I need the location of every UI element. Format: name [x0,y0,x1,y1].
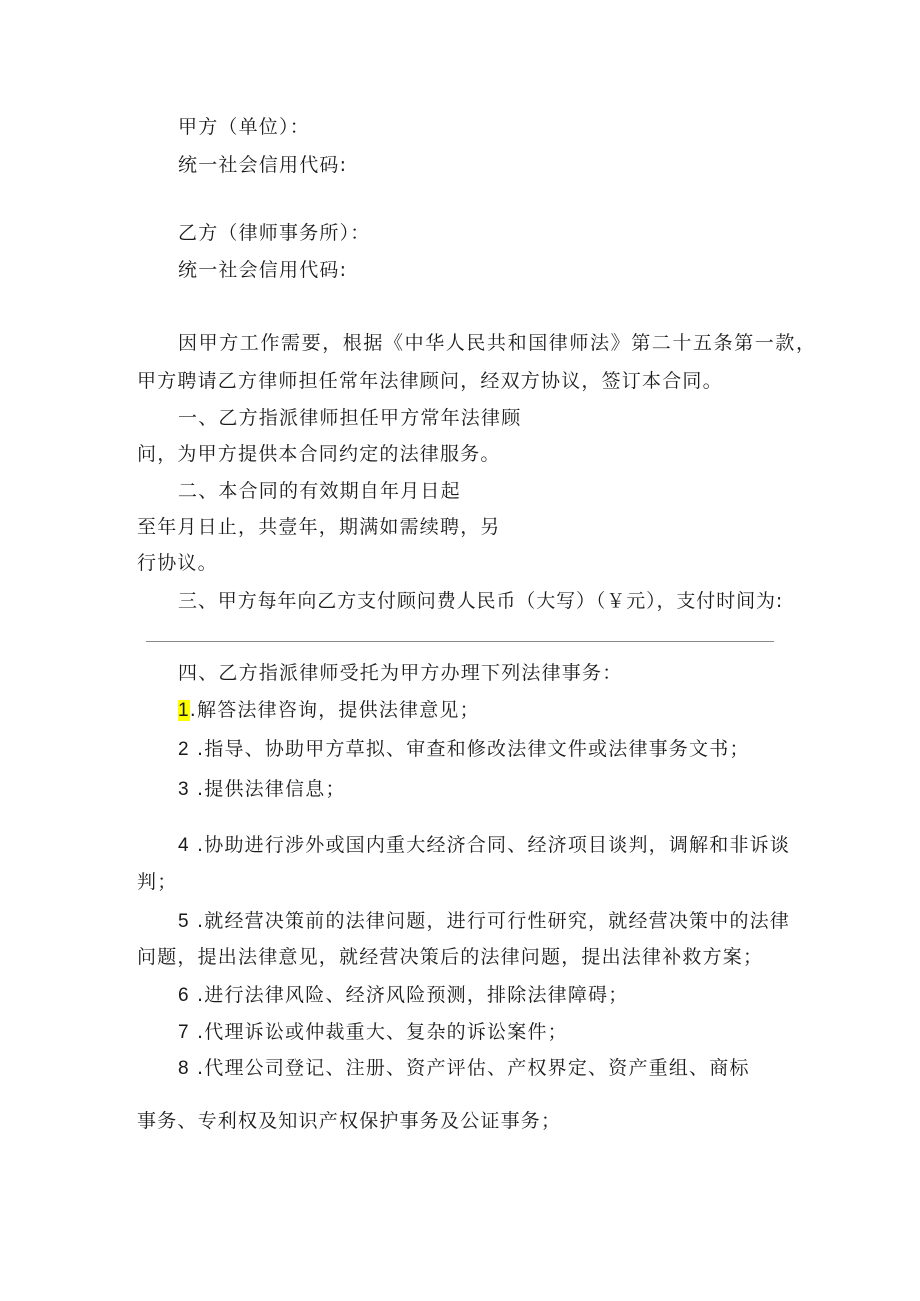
party-b-credit-code-label: 统一社会信用代码: [178,259,348,281]
item-number: 2 [178,739,190,760]
list-item [178,736,750,763]
intro-line-1: 因甲方工作需要，根据《中华人民共和国律师法》第二十五条第一款， [178,332,817,354]
list-item-continuation: 判； [137,871,178,893]
clause-1-line-1: 一、乙方指派律师担任甲方常年法律顾 [178,407,522,429]
clause-4-heading: 四、乙方指派律师受托为甲方办理下列法律事务： [178,662,623,684]
list-item [178,908,790,935]
item-text: .代理公司登记、注册、资产评估、产权界定、资产重组、商标 [189,1057,750,1079]
item-number: 3 [178,779,190,800]
item-text: .进行法律风险、经济风险预测，排除法律障碍； [189,984,629,1006]
list-item-continuation: 事务、专利权及知识产权保护事务及公证事务； [137,1110,562,1132]
list-item [178,982,628,1009]
clause-2-line-3: 行协议。 [137,552,218,574]
item-text: .协助进行涉外或国内重大经济合同、经济项目谈判，调解和非诉谈 [189,834,791,856]
item-number: 7 [178,1022,190,1043]
item-number: 4 [178,835,190,856]
item-text: .指导、协助甲方草拟、审查和修改法律文件或法律事务文书； [189,738,750,760]
item-text: .代理诉讼或仲裁重大、复杂的诉讼案件； [189,1021,568,1043]
payment-time-blank-line [146,641,774,642]
item-number-highlighted: 1 [178,700,190,721]
list-item [178,1055,750,1082]
item-text: .解答法律咨询，提供法律意见； [189,699,480,721]
clause-1-line-2: 问，为甲方提供本合同约定的法律服务。 [137,443,501,465]
intro-line-2: 甲方聘请乙方律师担任常年法律顾问，经双方协议，签订本合同。 [137,370,723,392]
clause-3-text: 三、甲方每年向乙方支付顾问费人民币（大写）（￥元），支付时间为: [178,590,784,612]
item-text: .就经营决策前的法律问题，进行可行性研究，就经营决策中的法律 [189,910,791,932]
item-text: .提供法律信息； [189,778,346,800]
list-item [178,832,790,859]
list-item-continuation: 问题，提出法律意见，就经营决策后的法律问题，提出法律补救方案； [137,946,764,968]
list-item [178,776,346,803]
item-number: 8 [178,1058,190,1079]
clause-2-line-2: 至年月日止，共壹年，期满如需续聘，另 [137,516,501,538]
item-number: 5 [178,911,190,932]
party-a-credit-code-label: 统一社会信用代码: [178,154,348,176]
party-b-label: 乙方（律师事务所）： [178,222,371,244]
list-item [178,1019,568,1046]
list-item [178,697,480,724]
clause-2-line-1: 二、本合同的有效期自年月日起 [178,480,461,502]
item-number: 6 [178,985,190,1006]
party-a-label: 甲方（单位）： [178,116,310,138]
